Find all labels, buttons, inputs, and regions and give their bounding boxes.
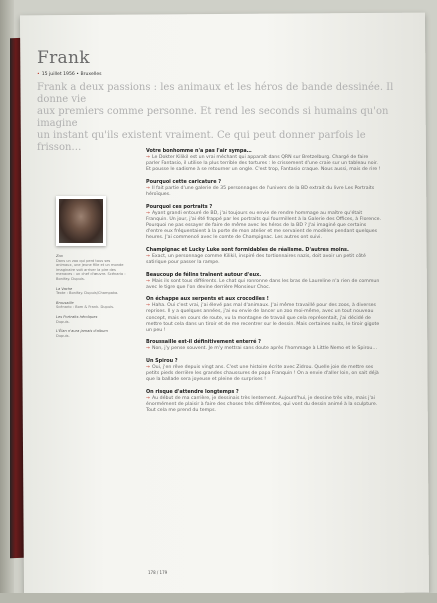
arrow-icon: → xyxy=(146,396,150,401)
qa-item xyxy=(146,247,382,266)
interview-body xyxy=(146,148,382,420)
qa-item xyxy=(146,358,382,383)
bibliography-sidebar xyxy=(56,254,126,343)
intro-text: Frank a deux passions : les animaux et les héros de bande dessinée. Il donne vie aux premiers comme personne. Et rend les seconds si humains qu'on imagine un instant qu'ils existent vraiment. Ce qui peut donner parfois le frisson… xyxy=(37,82,394,153)
arrow-icon: → xyxy=(146,253,150,259)
bibliography-item xyxy=(56,254,126,282)
bibliography-item xyxy=(56,301,126,310)
answer-text: Il fait partie d'une galerie de 35 personnages de l'univers de la BD extrait du livre Les Portraits héroïques. xyxy=(146,185,375,198)
answer xyxy=(146,254,382,266)
bibliography-title: La Vache xyxy=(56,286,73,291)
answer xyxy=(146,279,382,291)
birth-info-text: 15 juillet 1956 • Bruxelles xyxy=(41,72,102,77)
question: Pourquoi ces portraits ? xyxy=(146,203,213,210)
answer-text: Mais ils sont tous différents. Le chat qui ronronne dans les bras de Laureline n'a rien de commun avec le tigre que l'on devine derrière Monsieur Choc. xyxy=(146,278,380,290)
qa-item xyxy=(146,389,382,414)
answer xyxy=(146,396,382,414)
qa-item xyxy=(146,272,382,291)
arrow-icon: → xyxy=(146,185,150,191)
question: Broussaille est-il définitivement enterré ? xyxy=(146,339,261,346)
answer xyxy=(146,365,382,383)
arrow-icon: → xyxy=(146,210,150,216)
answer-text: Haha. Oui c'est vrai, j'ai élevé pas mal d'animaux. J'ai même travaillé pour des zoos, à diverses reprises. Il y a quelques années, j'ai eu envie de lancer un zoo moi-même, avec un tout nouveau concept, mais en cours de route, vu la montagne de travail que cela représentait, j'ai décidé de mettre tout cela dans un tiroir et de me recentrer sur le dessin. Mais certaines nuits, le tiroir gigote un peu ! xyxy=(146,303,380,333)
bibliography-item xyxy=(56,315,126,324)
answer-text: Exact, un personnage comme Kilikil, inspiré des tortionnaires nazis, doit avoir un petit côté satirique pour passer la rampe. xyxy=(146,253,366,265)
answer xyxy=(146,211,382,241)
arrow-icon: → xyxy=(146,365,150,371)
answer xyxy=(146,186,382,198)
question: Pourquoi cette caricature ? xyxy=(146,178,222,185)
bibliography-text: Texte : Bonifay. Dupuis/Champaka. xyxy=(56,291,119,296)
arrow-icon: → xyxy=(146,155,150,161)
bibliography-text: Dans un zoo qui perd tous ses animaux, une jeune fille et un monde imaginaire voit arriver la pire des menaces : un chef d'œuvre. Scénario : Bonifay. Dupuis. xyxy=(56,258,126,281)
arrow-icon: → xyxy=(146,303,150,309)
bibliography-text: Dupuis. xyxy=(56,319,70,324)
answer-text: Ayant grandi entouré de BD, j'ai toujours eu envie de rendre hommage au maître qu'était Franquin. Un jour, j'ai été frappé par les portraits qui fourmillent à la Galerie des Offices, à Florence. Pourquoi ne pas essayer de faire de même avec les héros de la BD ? J'ai imaginé que certains d'entre eux fréquentaient à la porte de mon atelier et me servaient de modèles pendant quelques heures. J'ai commencé avec le comte de Champignac. Les autres ont suivi. xyxy=(146,210,382,241)
bibliography-text: Dupuis. xyxy=(56,333,70,338)
author-photo xyxy=(56,196,106,246)
qa-item xyxy=(146,204,382,242)
bibliography-item xyxy=(56,329,126,338)
answer-text: Le Dokter Kilikil est un vrai méchant qui apparaît dans QRN sur Bretzelburg. Chargé de faire parler Fantasio, il utilise la plus terrible des tortures : le crissement d'une craie sur un tableau noir. Et pousse le sadisme à se retourner un ongle. C'est trop, Fantasio craque. Nous aussi, mais de rire ! xyxy=(146,155,381,173)
answer xyxy=(146,303,382,333)
answer-text: Oui, j'en rêve depuis vingt ans. C'est une histoire écrite avec Zidrou. Quelle joie de mettre ses petits pieds derrière les grandes chaussures de papa Franquin ! On a envie d'aller loin, on sait déjà que la ballade sera joyeuse et pleine de surprises ! xyxy=(146,365,379,383)
arrow-icon: → xyxy=(146,278,150,284)
qa-item xyxy=(146,339,382,352)
qa-item xyxy=(146,148,382,173)
question: On échappe aux serpents et aux crocodiles ! xyxy=(146,296,269,303)
answer xyxy=(146,155,382,173)
author-portrait-image xyxy=(59,199,103,243)
bibliography-title: Brousaille xyxy=(56,300,74,305)
page-number: 178 / 179 xyxy=(148,570,168,575)
table-surface xyxy=(0,593,437,603)
answer xyxy=(146,346,382,352)
answer-text: Au début de ma carrière, je dessinais très lentement. Aujourd'hui, je dessine très vite, mais j'ai énormément de plaisir à faire des choses très différentes, qui vont du dessin animé à la sculpture. Tout cela me prend du temps. xyxy=(146,396,378,414)
page-title: Frank xyxy=(37,48,90,68)
bibliography-item xyxy=(56,287,126,296)
question: Un Spirou ? xyxy=(146,358,178,365)
bibliography-text: Scénario : Bom & Frank. Dupuis. xyxy=(56,305,115,310)
answer-text: Non, j'y pense souvent. Je m'y mettrai sans doute après l'hommage à Little Nemo et le Spirou… xyxy=(151,346,378,352)
bibliography-title: Les Portraits héroïques xyxy=(56,314,98,319)
question: Votre bonhomme n'a pas l'air sympa… xyxy=(146,148,252,154)
question: Beaucoup de félins traînent autour d'eux. xyxy=(146,271,262,278)
arrow-icon: → xyxy=(146,346,150,352)
bibliography-title: Zoo xyxy=(56,254,63,258)
question: Champignac et Lucky Luke sont formidables de réalisme. D'autres moins. xyxy=(146,246,349,253)
birth-info xyxy=(37,72,102,77)
bullet-icon: • xyxy=(37,72,40,77)
bibliography-title: L'Élan n'aura jamais d'album xyxy=(56,329,108,334)
qa-item xyxy=(146,296,382,334)
qa-item xyxy=(146,179,382,198)
question: On risque d'attendre longtemps ? xyxy=(146,388,239,395)
